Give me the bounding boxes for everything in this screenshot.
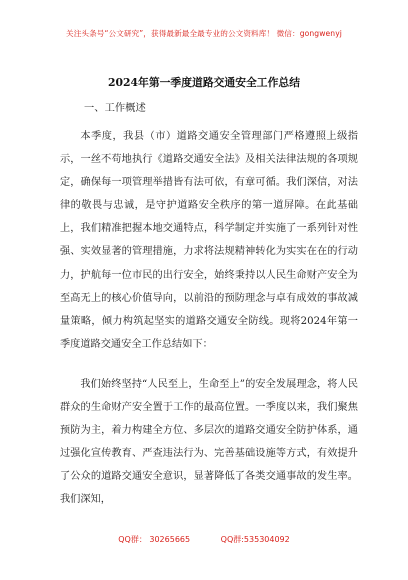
section-heading: 一、工作概述 [84, 102, 146, 114]
footer-contact [0, 534, 408, 545]
document-title: 2024年第一季度道路交通安全工作总结 [107, 76, 300, 89]
body-paragraph: 我们始终坚持“人民至上，生命至上”的安全发展理念，将人民群众的生命财产安全置于工作的最高位置。一季度以来，我们聚焦预防为主，着力构建全方位、多层次的道路交通安全防护体系，通过强化宣传教育、严查违法行为、完善基础设施等方式，有效提升了公众的道路交通安全意识，显著降低了各类交通事故的发生率。我们深知， [60, 379, 358, 506]
footer-qq-group-2: QQ群:535304092 [220, 535, 290, 544]
footer-qq-group-1: QQ群： 30265665 [118, 535, 191, 544]
header-promo-text: 关注头条号“公文研究”，获得最新最全最专业的公文资料库！ 微信：gongwenyj [66, 29, 342, 38]
body-paragraph: 本季度，我县（市）道路交通安全管理部门严格遵照上级指示，一丝不苟地执行《道路交通安全法》及相关法律法规的各项规定，确保每一项管理举措皆有法可依，有章可循。我们深信，对法律的敬畏与忠诚，是守护道路安全秩序的第一道屏障。在此基础上，我们精准把握本地交通特点，科学制定并实施了一系列针对性强、实效显著的管理措施，力求将法规精神转化为实实在在的行动力，护航每一位市民的出行安全，始终秉持以人民生命财产安全为至高无上的核心价值导向，以前沿的预防理念与卓有成效的事故减量策略，倾力构筑起坚实的道路交通安全防线。现将2024年第一季度道路交通安全工作总结如下： [60, 131, 358, 350]
